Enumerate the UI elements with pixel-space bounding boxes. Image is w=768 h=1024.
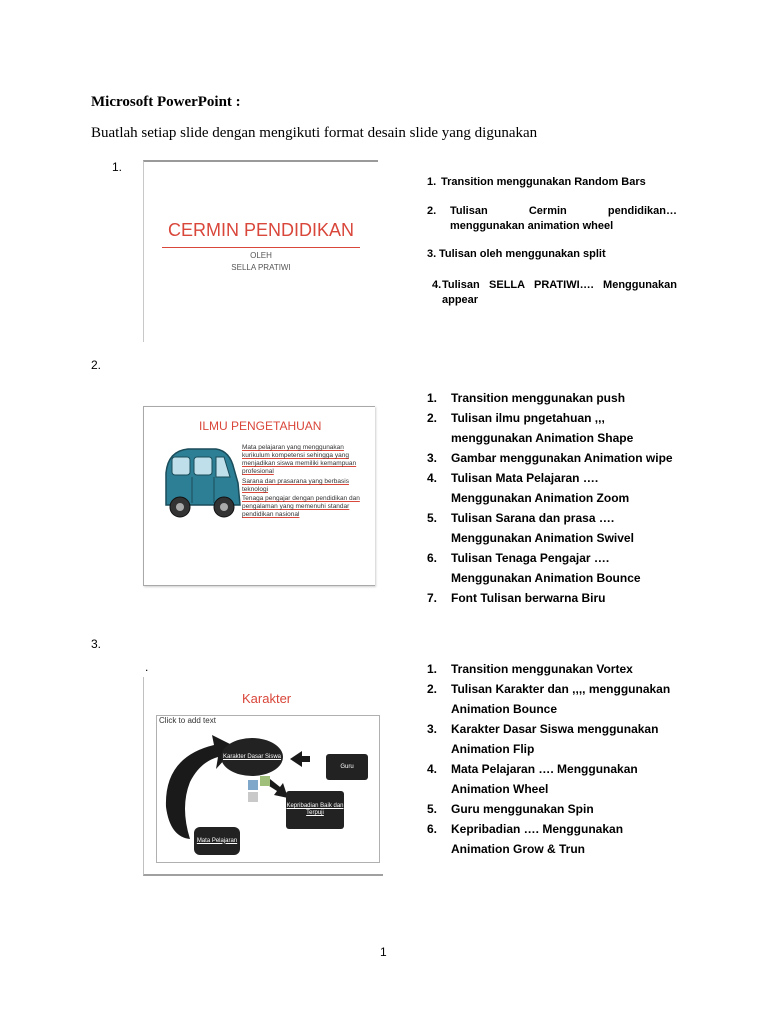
list-item: 6. Tulisan Tenaga Pengajar …. Menggunakan Animation Bounce: [427, 551, 641, 585]
slide-bullet-1: Mata pelajaran yang menggunakan kurikulum kompetensi sehingga yang menjadikan siswa memiliki kemampuan profesional: [242, 444, 357, 475]
instruction-list-2: [427, 388, 727, 608]
car-illustration: [158, 443, 244, 523]
list-item: 7. Font Tulisan berwarna Biru: [427, 591, 606, 605]
list-item: 4. Mata Pelajaran …. Menggunakan Animation Wheel: [427, 762, 638, 796]
slide-subtitle-line-1: OLEH: [250, 251, 272, 260]
list-item: 1. Transition menggunakan Vortex: [427, 662, 633, 676]
document-title: Microsoft PowerPoint :: [91, 94, 241, 110]
section-number-1: 1.: [112, 160, 123, 174]
slide-preview-2: [143, 406, 375, 586]
list-item: 4. Tulisan Mata Pelajaran …. Menggunakan Animation Zoom: [427, 471, 630, 505]
list-item: 6. Kepribadian …. Menggunakan Animation Grow & Trun: [427, 822, 624, 856]
list-item: 2. Tulisan Karakter dan ,,,, menggunakan Animation Bounce: [427, 682, 671, 716]
slide-title: CERMIN PENDIDIKAN: [167, 220, 355, 240]
slide-preview-3: [143, 677, 383, 876]
instruction-list-1: [427, 176, 677, 308]
list-item: 3. Karakter Dasar Siswa menggunakan Animation Flip: [427, 722, 659, 756]
list-item: 3. Gambar menggunakan Animation wipe: [427, 451, 673, 465]
instruction-list-3: [427, 659, 727, 859]
slide-preview-1: [143, 160, 378, 342]
section-number-3: 3.: [91, 637, 102, 651]
slide-title: ILMU PENGETAHUAN: [199, 419, 322, 433]
slide-placeholder-text: Click to add text: [159, 716, 216, 725]
list-item: 5. Tulisan Sarana dan prasa …. Menggunakan Animation Swivel: [427, 511, 634, 545]
section-dot: .: [145, 660, 149, 674]
list-item: 2. Tulisan Cermin pendidikan… menggunakan animation wheel: [427, 205, 677, 232]
list-item: 5. Guru menggunakan Spin: [427, 802, 594, 816]
list-item: 2. Tulisan ilmu pngetahuan ,,, menggunakan Animation Shape: [427, 411, 634, 445]
list-item: 1. Transition menggunakan Random Bars: [427, 176, 646, 188]
slide-bullet-3: Tenaga pengajar dengan pendidikan dan pengalaman yang memenuhi standar pendidikan nasional: [242, 495, 360, 518]
slide-title-underline: [162, 247, 360, 248]
node-kepribadian: Kepribadian Baik dan Terpuji: [286, 791, 344, 829]
node-mata-pelajaran: Mata Pelajaran: [194, 827, 240, 855]
slide-bullet-2: Sarana dan prasarana yang berbasis teknologi: [242, 478, 349, 493]
slide-subtitle-line-2: SELLA PRATIWI: [231, 263, 291, 272]
list-item: 4. Tulisan SELLA PRATIWI…. Menggunakan appear: [432, 279, 677, 306]
node-guru: Guru: [326, 754, 368, 780]
node-karakter-dasar-siswa: Karakter Dasar Siswa: [221, 738, 283, 776]
page-number: 1: [380, 945, 387, 959]
document-intro: Buatlah setiap slide dengan mengikuti format desain slide yang digunakan: [91, 125, 538, 141]
list-item: 3. Tulisan oleh menggunakan split: [427, 248, 606, 260]
list-item: 1. Transition menggunakan push: [427, 391, 626, 405]
slide-title: Karakter: [242, 691, 292, 706]
section-number-2: 2.: [91, 358, 102, 372]
